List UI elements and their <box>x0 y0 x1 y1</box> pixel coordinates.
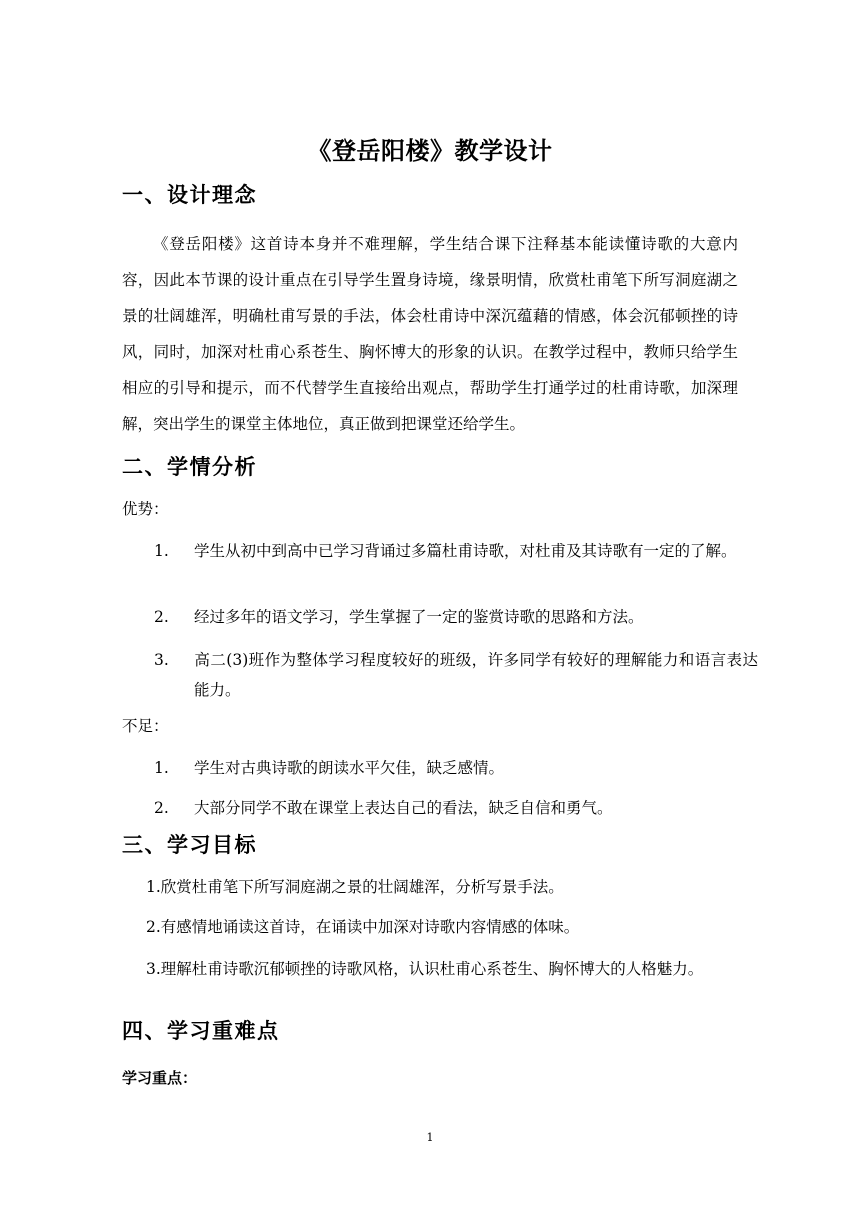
list-text: 高二(3)班作为整体学习程度较好的班级，许多同学有较好的理解能力和语言表达能力。 <box>194 651 758 699</box>
list-text: 学生从初中到高中已学习背诵过多篇杜甫诗歌，对杜甫及其诗歌有一定的了解。 <box>194 542 737 560</box>
section-heading-learning-analysis: 二、学情分析 <box>122 455 257 479</box>
strength-item <box>154 645 758 705</box>
learning-goal-item: 1.欣赏杜甫笔下所写洞庭湖之景的壮阔雄浑，分析写景手法。 <box>146 878 564 896</box>
weakness-item <box>154 753 758 783</box>
strengths-label: 优势： <box>122 500 169 518</box>
weaknesses-label: 不足： <box>122 717 169 735</box>
section-heading-key-points: 四、学习重难点 <box>122 1019 280 1043</box>
document-title: 《登岳阳楼》教学设计 <box>307 137 553 165</box>
list-text: 经过多年的语文学习，学生掌握了一定的鉴赏诗歌的思路和方法。 <box>194 608 644 626</box>
section-heading-learning-goals: 三、学习目标 <box>122 833 257 857</box>
list-text: 学生对古典诗歌的朗读水平欠佳，缺乏感情。 <box>194 759 505 777</box>
learning-goal-item: 2.有感情地诵读这首诗，在诵读中加深对诗歌内容情感的体味。 <box>146 918 580 936</box>
design-concept-paragraph: 《登岳阳楼》这首诗本身并不难理解，学生结合课下注释基本能读懂诗歌的大意内容，因此本节课的设计重点在引导学生置身诗境，缘景明情，欣赏杜甫笔下所写洞庭湖之景的壮阔雄浑，明确杜甫写景的手法，体会杜甫诗中深沉蕴藉的情感，体会沉郁顿挫的诗风，同时，加深对杜甫心系苍生、胸怀博大的形象的认识。在教学过程中，教师只给学生相应的引导和提示，而不代替学生直接给出观点，帮助学生打通学过的杜甫诗歌，加深理解，突出学生的课堂主体地位，真正做到把课堂还给学生。 <box>122 235 738 433</box>
list-number: 1. <box>154 759 169 777</box>
list-number: 2. <box>154 608 169 626</box>
weakness-item <box>154 793 758 823</box>
strength-item <box>154 536 758 566</box>
strength-item <box>154 602 758 632</box>
page-number: 1 <box>426 1131 434 1144</box>
list-text: 大部分同学不敢在课堂上表达自己的看法，缺乏自信和勇气。 <box>194 799 613 817</box>
learning-goal-item: 3.理解杜甫诗歌沉郁顿挫的诗歌风格，认识杜甫心系苍生、胸怀博大的人格魅力。 <box>146 960 704 978</box>
key-points-label: 学习重点： <box>122 1069 198 1087</box>
list-number: 3. <box>154 651 169 669</box>
section-heading-design-concept: 一、设计理念 <box>122 183 257 207</box>
list-number: 1. <box>154 542 169 560</box>
list-number: 2. <box>154 799 169 817</box>
